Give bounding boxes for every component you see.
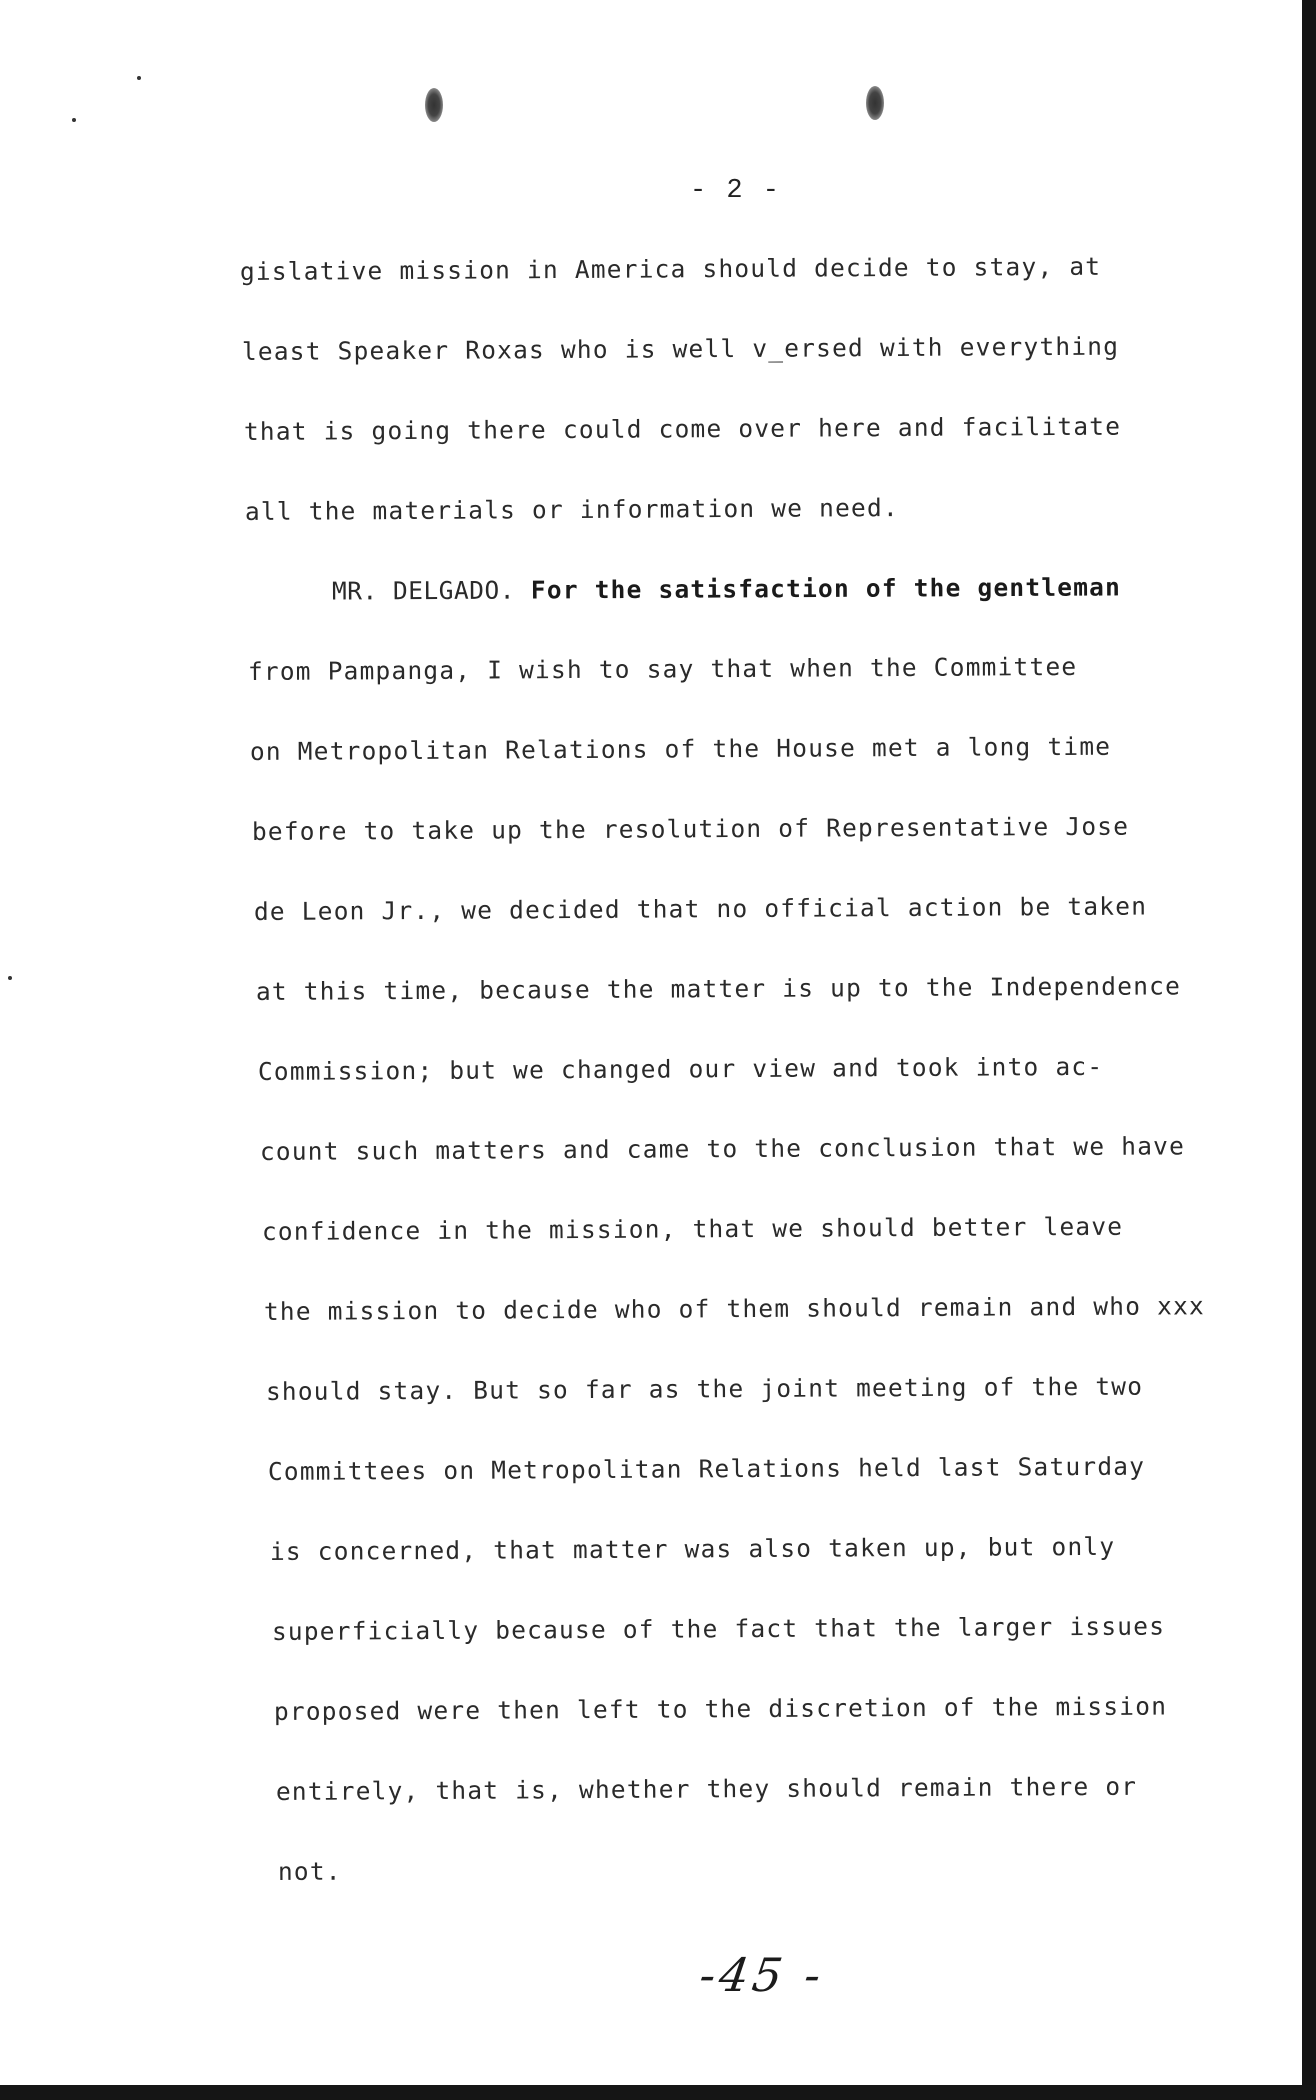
dust-speck (8, 976, 12, 980)
page-number: - 2 - (690, 176, 782, 206)
scan-border-right (1302, 0, 1316, 2100)
text-line: that is going there could come over here and facilitate (243, 411, 1122, 447)
text-line: proposed were then left to the discretion of the mission (273, 1691, 1168, 1726)
speaker-paragraph-start (246, 563, 1206, 648)
text-line: is concerned, that matter was also taken up, but only (269, 1531, 1116, 1566)
text-line: should stay. But so far as the joint meeting of the two (265, 1371, 1144, 1406)
text-line: the mission to decide who of them should remain and who xxx (263, 1291, 1206, 1326)
speaker-name: MR. DELGADO. (331, 575, 516, 606)
punch-hole-right (866, 86, 884, 120)
text-line: not. (277, 1856, 342, 1886)
dust-speck (137, 76, 141, 80)
text-line: entirely, that is, whether they should remain there or (275, 1771, 1138, 1806)
text-line: least Speaker Roxas who is well v_ersed with everything (241, 331, 1120, 367)
text-line: on Metropolitan Relations of the House met a long time (249, 731, 1112, 767)
text-line: Commission; but we changed our view and took into ac- (257, 1051, 1104, 1086)
dust-speck (72, 118, 76, 122)
text-line: Committees on Metropolitan Relations held last Saturday (267, 1451, 1146, 1486)
text-line: For the satisfaction of the gentleman (530, 572, 1122, 605)
text-line: count such matters and came to the conclusion that we have (259, 1131, 1186, 1166)
text-line: de Leon Jr., we decided that no official action be taken (253, 891, 1148, 927)
text-line: from Pampanga, I wish to say that when the Committee (247, 651, 1078, 686)
scan-border-bottom (0, 2085, 1316, 2100)
handwritten-page-number: -45 - (696, 1948, 829, 2002)
text-line: superficially because of the fact that the larger issues (271, 1611, 1166, 1646)
text-line: gislative mission in America should decide to stay, at (239, 251, 1102, 287)
punch-hole-left (425, 88, 443, 122)
text-line: all the materials or information we need. (244, 493, 899, 526)
text-line: before to take up the resolution of Representative Jose (251, 811, 1130, 847)
transcript-body (239, 248, 1206, 1928)
text-line: confidence in the mission, that we should better leave (261, 1211, 1124, 1246)
text-line: at this time, because the matter is up to the Independence (255, 971, 1182, 1007)
